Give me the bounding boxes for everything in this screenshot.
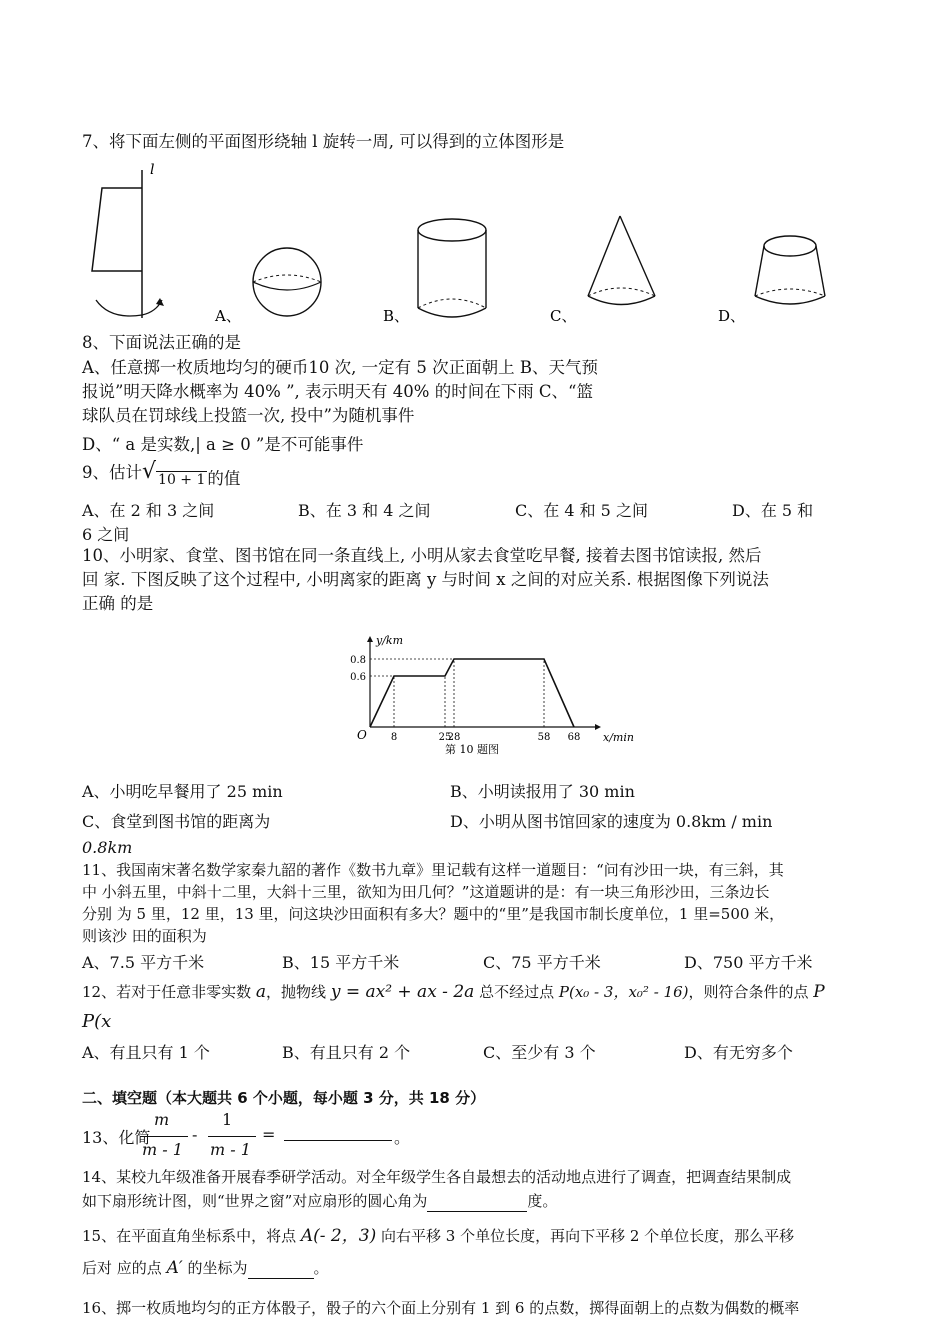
q9-stem: [82, 459, 241, 488]
q15-line2: [82, 1257, 329, 1279]
x-axis-label: x/min: [603, 731, 634, 744]
y-axis-arrow-icon: [367, 636, 373, 642]
q15-line1: [82, 1225, 794, 1247]
q11-option-c: C、75 平方千米: [483, 953, 601, 972]
q12-option-d: D、有无穷多个: [684, 1043, 793, 1062]
q11-line1: 11、我国南宋著名数学家秦九韶的著作《数书九章》里记载有这样一道题目：“问有沙田一块，有三斜，其: [82, 861, 784, 879]
x-tick-label: 68: [567, 732, 581, 743]
q13-den1: m - 1: [142, 1140, 183, 1159]
q12-option-c: C、至少有 3 个: [483, 1043, 596, 1062]
sphere-figure: [253, 248, 321, 316]
distance-time-chart: [340, 615, 634, 770]
cone-figure: [588, 216, 655, 305]
q12-option-a: A、有且只有 1 个: [82, 1043, 210, 1062]
q13: [82, 1110, 502, 1164]
q12-point: P(x₀ - 3，x₀² - 16): [558, 983, 689, 1001]
q16-line1: 16、掷一枚质地均匀的正方体骰子，骰子的六个面上分别有 1 到 6 的点数，掷得面朝上的点数为偶数的概率: [82, 1299, 800, 1317]
x-axis-arrow-icon: [595, 724, 601, 730]
q9-option-b: B、在 3 和 4 之间: [298, 501, 431, 520]
q13-minus: -: [192, 1125, 198, 1144]
option-d-label: D、: [718, 307, 746, 325]
q10-option-a: A、小明吃早餐用了 25 min: [82, 782, 283, 801]
q15-pre: 15、在平面直角坐标系中，将点: [82, 1227, 297, 1245]
q13-eq: =: [262, 1125, 276, 1144]
q11-line2: 中 小斜五里，中斜十二里，大斜十三里，欲知为田几何？”这道题讲的是：有一块三角形沙田，三条边长: [82, 883, 770, 901]
option-a-label: A、: [215, 307, 241, 325]
fraction-bar: [208, 1136, 256, 1137]
fraction-bar: [140, 1136, 188, 1137]
q9-stem-pre: 9、估计: [82, 463, 142, 482]
x-tick-label: 8: [390, 732, 398, 743]
y-tick-label: 0.6: [350, 672, 366, 683]
q14-line2: [82, 1190, 557, 1212]
axis-label: l: [150, 162, 155, 178]
trapezoid-figure: [92, 170, 164, 318]
q15-line2-post: 的坐标为: [187, 1259, 248, 1277]
q9-option-c: C、在 4 和 5 之间: [515, 501, 648, 520]
radical-icon: √: [142, 459, 157, 484]
q13-answer-blank[interactable]: [284, 1124, 392, 1141]
x-tick-label: 58: [537, 732, 551, 743]
q8-line3: 球队员在罚球线上投篮一次, 投中”为随机事件: [82, 406, 415, 425]
q12-formula: y = ax² + ax - 2a: [330, 982, 475, 1002]
q15-line2-pre: 后对 应的点: [82, 1259, 162, 1277]
chart-title: 第 10 题图: [445, 743, 499, 756]
q15-point2: A′: [166, 1258, 183, 1278]
section2-title: 二、填空题（本大题共 6 个小题，每小题 3 分，共 18 分）: [82, 1089, 486, 1107]
q15-point: A(- 2，3): [300, 1226, 377, 1246]
q13-den2: m - 1: [210, 1140, 251, 1159]
q8-line4: D、“ a 是实数,| a ≥ 0 ”是不可能事件: [82, 435, 364, 454]
q12-var-p: P: [813, 982, 825, 1002]
y-tick-label: 0.8: [350, 655, 366, 666]
q10-line2: 回 家. 下图反映了这个过程中, 小明离家的距离 y 与时间 x 之间的对应关系. 根据图像下列说法: [82, 570, 769, 589]
q15-answer-blank[interactable]: [248, 1262, 314, 1279]
q10-option-c: C、食堂到图书馆的距离为: [82, 812, 271, 831]
q11-line3: 分别 为 5 里，12 里，13 里，问这块沙田面积有多大？题中的“里”是我国市制长度单位，1 里=500 米，: [82, 905, 785, 923]
q13-end: 。: [394, 1128, 411, 1147]
q15-end: 。: [313, 1259, 329, 1277]
q11-option-a: A、7.5 平方千米: [82, 953, 205, 972]
option-c-label: C、: [550, 307, 577, 325]
chart-guides: [370, 659, 544, 727]
q12-pre: 12、若对于任意非零实数: [82, 983, 252, 1001]
q9-stem-post: 的值: [207, 469, 241, 488]
q11-option-d: D、750 平方千米: [684, 953, 813, 972]
q9-option-a: A、在 2 和 3 之间: [82, 501, 215, 520]
q12-stem: [82, 981, 825, 1003]
q9-option-d: D、在 5 和: [732, 501, 814, 520]
q11-line4: 则该沙 田的面积为: [82, 927, 207, 945]
q8-line1: A、任意掷一枚质地均匀的硬币10 次, 一定有 5 次正面朝上 B、天气预: [82, 358, 599, 377]
q14-line1: 14、某校九年级准备开展春季研学活动。对全年级学生各自最想去的活动地点进行了调查，把调查结果制成: [82, 1168, 792, 1186]
q14-line2-post: 度。: [527, 1192, 558, 1210]
origin-label: O: [357, 728, 367, 742]
q14-answer-blank[interactable]: [427, 1195, 527, 1212]
series-line: [370, 659, 574, 727]
q9-radicand: 10 + 1: [158, 472, 206, 488]
q10-option-d: D、小明从图书馆回家的速度为 0.8km / min: [450, 812, 773, 831]
q11-option-b: B、15 平方千米: [282, 953, 400, 972]
q12-var-a: a: [255, 982, 267, 1002]
frustum-figure: [755, 236, 825, 304]
y-axis-label: y/km: [376, 634, 404, 647]
q10-line1: 10、小明家、食堂、图书馆在同一条直线上, 小明从家去食堂吃早餐, 接着去图书馆读报, 然后: [82, 546, 762, 565]
q12-option-b: B、有且只有 2 个: [282, 1043, 411, 1062]
q9-option-d-cont: 6 之间: [82, 525, 130, 544]
q12-mid: ，抛物线: [266, 983, 327, 1001]
option-b-label: B、: [383, 307, 410, 325]
x-tick-label: 28: [447, 732, 461, 743]
q12-tail: ，则符合条件的点: [688, 983, 809, 1001]
q10-option-b: B、小明读报用了 30 min: [450, 782, 635, 801]
q13-num2: 1: [222, 1110, 233, 1129]
q7-figures: [0, 150, 950, 330]
q12-post: 总不经过点: [479, 983, 555, 1001]
cylinder-figure: [418, 219, 486, 317]
q15-post: 向右平移 3 个单位长度，再向下平移 2 个单位长度，那么平移: [380, 1227, 795, 1245]
q7-stem: 7、将下面左侧的平面图形绕轴 l 旋转一周, 可以得到的立体图形是: [82, 132, 565, 151]
q13-num1: m: [154, 1110, 170, 1129]
q12-wrap: P(x: [82, 1011, 112, 1032]
q14-line2-pre: 如下扇形统计图，则“世界之窗”对应扇形的圆心角为: [82, 1192, 428, 1210]
q13-pre: 13、化简: [82, 1128, 151, 1147]
q10-option-c-cont: 0.8km: [82, 838, 133, 857]
q8-stem: 8、下面说法正确的是: [82, 333, 241, 352]
x-tick-label: 25: [438, 732, 452, 743]
q8-line2: 报说”明天降水概率为 40% ”, 表示明天有 40% 的时间在下雨 C、“篮: [82, 382, 593, 401]
q10-line3: 正确 的是: [82, 594, 154, 613]
